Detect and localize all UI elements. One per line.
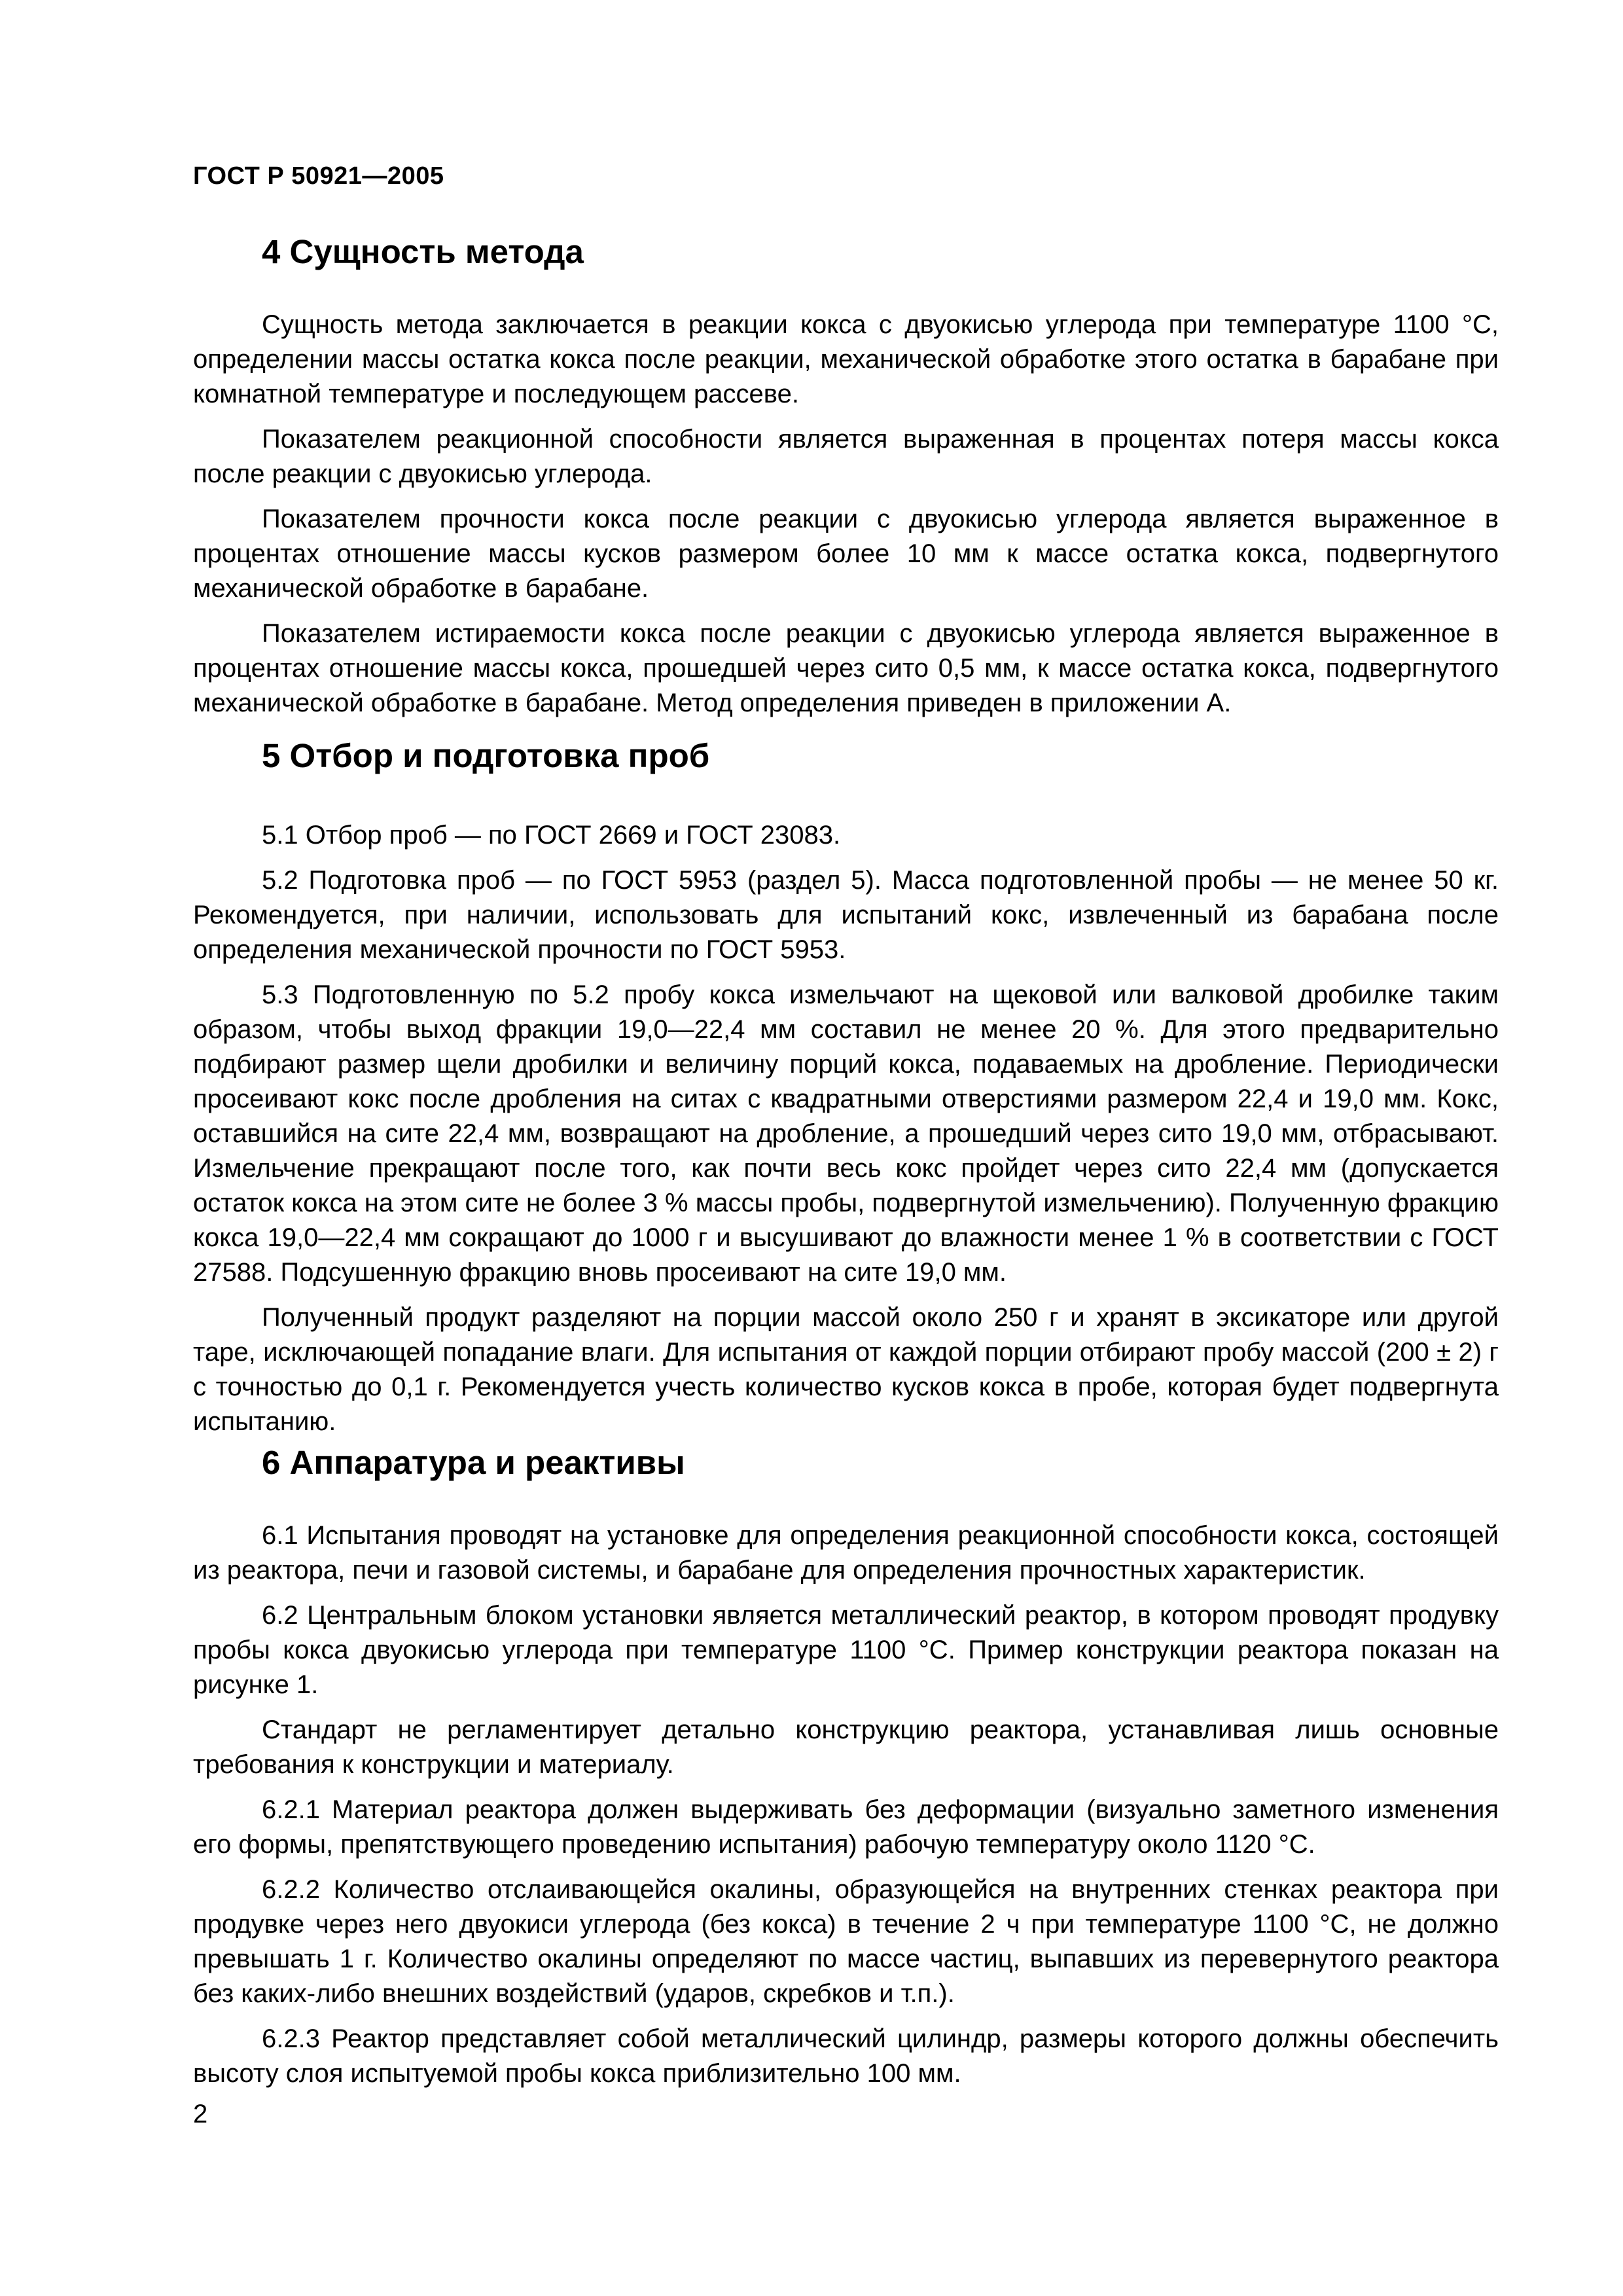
section-4-title: 4 Сущность метода [262,233,584,270]
section-6-title: 6 Аппаратура и реактивы [262,1444,685,1481]
section-5-paragraph-1: 5.1 Отбор проб — по ГОСТ 2669 и ГОСТ 23083. [262,821,841,850]
section-6-paragraph-3: Стандарт не регламентирует детально конструкцию реактора, устанавливая лишь основные требования к конструкции и материалу. [193,1715,1499,1779]
section-6-body [193,1518,1499,2102]
section-4-paragraph-3: Показателем прочности кокса после реакции с двуокисью углерода является выраженное в процентах отношение массы кусков размером более 10 мм к массе остатка кокса, подвергнутого механической обработке в барабане. [193,505,1499,603]
section-6-paragraph-5: 6.2.2 Количество отслаивающейся окалины, образующейся на внутренних стенках реактора при продувке через него двуокиси углерода (без кокса) в течение 2 ч при температуре 1100 °С, не должно превышать 1 г. Количество окалины определяют по массе частиц, выпавших из перевернутого реактора без каких-либо внешних воздействий (ударов, скребков и т.п.). [193,1875,1499,2008]
section-4-body [193,308,1499,731]
section-5-paragraph-2: 5.2 Подготовка проб — по ГОСТ 5953 (раздел 5). Масса подготовленной пробы — не менее 50 кг. Рекомендуется, при наличии, использовать для испытаний кокс, извлеченный из барабана после определения механической прочности по ГОСТ 5953. [193,866,1499,964]
section-5-paragraph-4: Полученный продукт разделяют на порции массой около 250 г и хранят в эксикаторе или другой таре, исключающей попадание влаги. Для испытания от каждой порции отбирают пробу массой (200 ± 2) г с точностью до 0,1 г. Рекомендуется учесть количество кусков кокса в пробе, которая будет подвергнута испытанию. [193,1303,1499,1436]
section-4-paragraph-2: Показателем реакционной способности является выраженная в процентах потеря массы кокса после реакции с двуокисью углерода. [193,425,1499,488]
section-6-paragraph-4: 6.2.1 Материал реактора должен выдерживать без деформации (визуально заметного изменения его формы, препятствующего проведению испытания) рабочую температуру около 1120 °С. [193,1795,1499,1859]
section-4-paragraph-4: Показателем истираемости кокса после реакции с двуокисью углерода является выраженное в процентах отношение массы кокса, прошедшей через сито 0,5 мм, к массе остатка кокса, подвергнутого механической обработке в барабане. Метод определения приведен в приложении А. [193,619,1499,717]
section-6-paragraph-6: 6.2.3 Реактор представляет собой металлический цилиндр, размеры которого должны обеспечить высоту слоя испытуемой пробы кокса приблизительно 100 мм. [193,2024,1499,2088]
document-code-header: ГОСТ Р 50921—2005 [193,162,444,190]
section-6-paragraph-1: 6.1 Испытания проводят на установке для определения реакционной способности кокса, состоящей из реактора, печи и газовой системы, и барабане для определения прочностных характеристик. [193,1521,1499,1585]
section-4-paragraph-1: Сущность метода заключается в реакции кокса с двуокисью углерода при температуре 1100 °С, определении массы остатка кокса после реакции, механической обработке этого остатка в барабане при комнатной температуре и последующем рассеве. [193,310,1499,408]
section-6-paragraph-2: 6.2 Центральным блоком установки является металлический реактор, в котором проводят продувку пробы кокса двуокисью углерода при температуре 1100 °С. Пример конструкции реактора показан на рисунке 1. [193,1601,1499,1699]
page-number: 2 [193,2100,208,2128]
section-5-paragraph-3: 5.3 Подготовленную по 5.2 пробу кокса измельчают на щековой или валковой дробилке таким образом, чтобы выход фракции 19,0—22,4 мм составил не менее 20 %. Для этого предварительно подбирают размер щели дробилки и величину порций кокса, подаваемых на дробление. Периодически просеивают кокс после дробления на ситах с квадратными отверстиями размером 22,4 и 19,0 мм. Кокс, оставшийся на сите 22,4 мм, возвращают на дробление, а прошедший через сито 19,0 мм, отбрасывают. Измельчение прекращают после того, как почти весь кокс пройдет через сито 22,4 мм (допускается остаток кокса на этом сите не более 3 % массы пробы, подвергнутой измельчению). Полученную фракцию кокса 19,0—22,4 мм сокращают до 1000 г и высушивают до влажности менее 1 % в соответствии с ГОСТ 27588. Подсушенную фракцию вновь просеивают на сите 19,0 мм. [193,980,1499,1287]
section-5-body [193,818,1499,1450]
section-5-title: 5 Отбор и подготовка проб [262,737,710,774]
